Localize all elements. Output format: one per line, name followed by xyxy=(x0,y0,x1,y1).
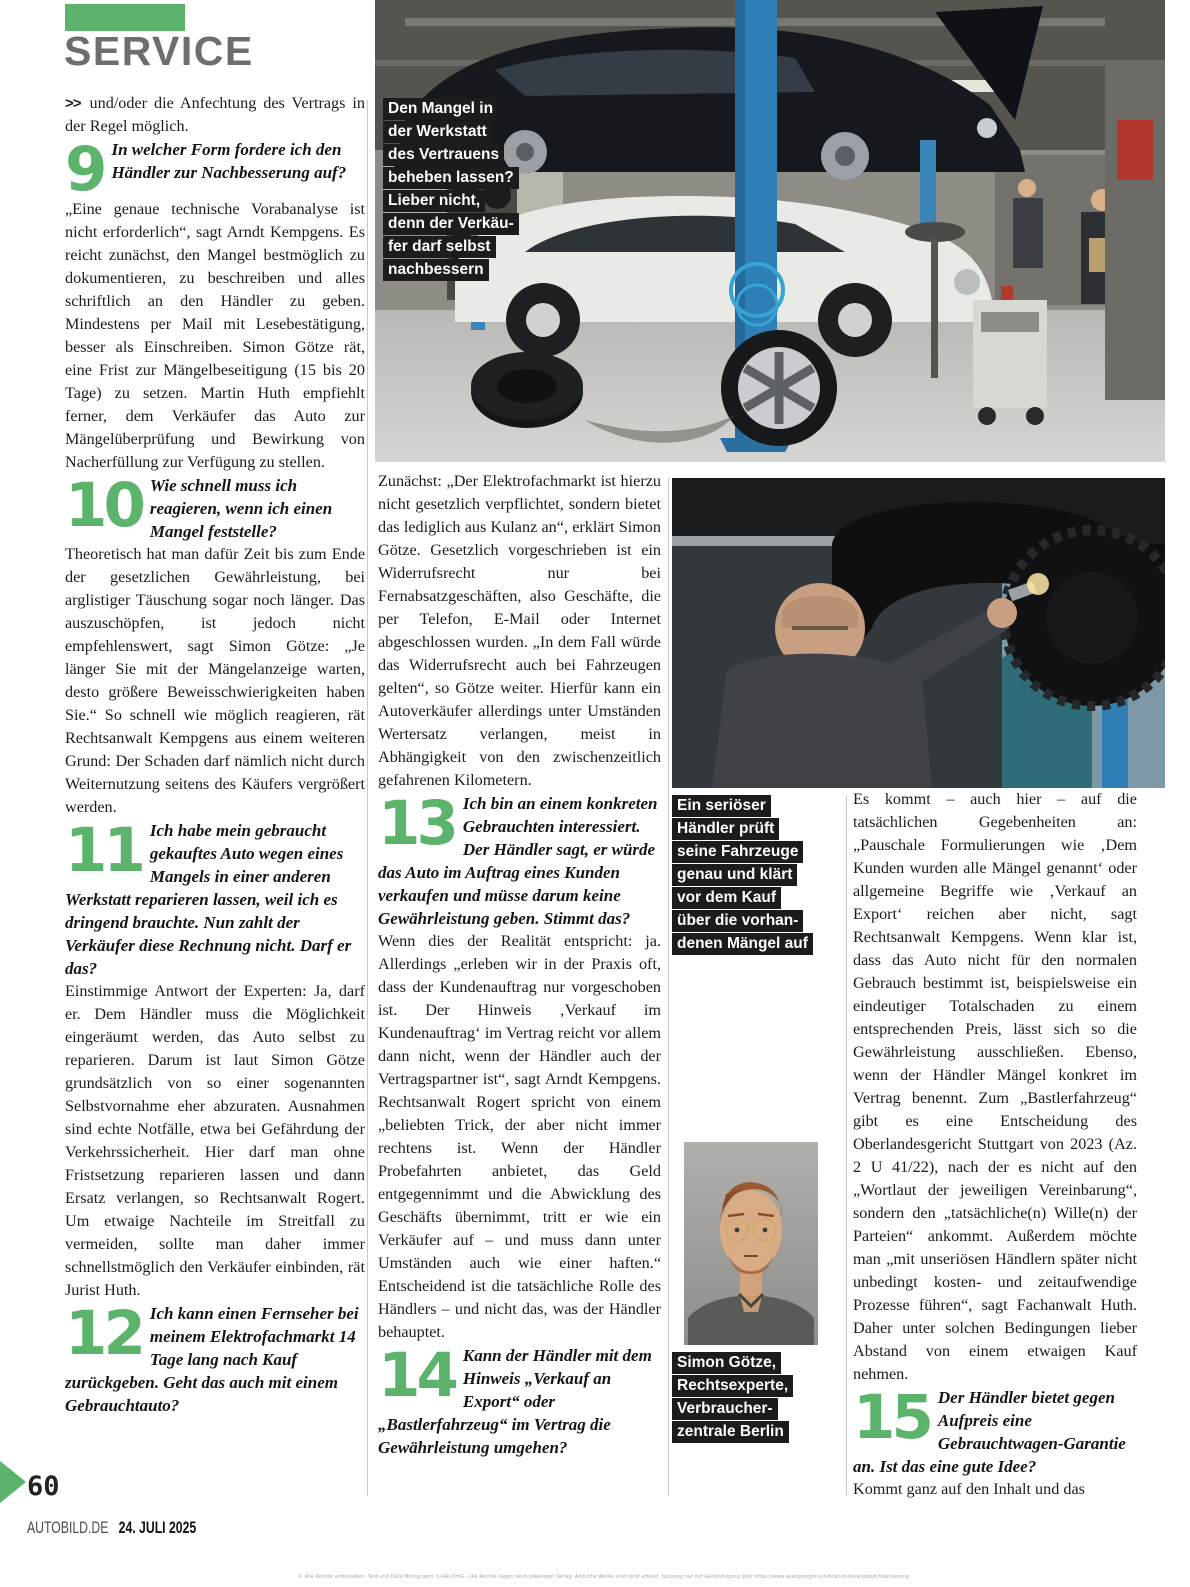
page-number: 60 xyxy=(27,1471,60,1502)
left-column xyxy=(65,92,365,1500)
question-number: 13 xyxy=(378,788,455,859)
question-number: 9 xyxy=(65,134,104,205)
caption-line: Verbraucher- xyxy=(672,1398,778,1420)
question-heading: Wie schnell muss ich reagieren, wenn ich einen Mangel feststelle? xyxy=(149,476,333,541)
tire-on-floor xyxy=(471,352,583,428)
caption-line: des Vertrauens xyxy=(383,144,504,166)
caption-line: beheben lassen? xyxy=(383,167,519,189)
question-heading: Kann der Händler mit dem Hinweis „Verkauf an Export“ oder „Bastlerfahrzeug“ im Vertrag die Gewährleistung umgehen? xyxy=(378,1346,652,1457)
page-marker-arrow-icon xyxy=(0,1461,26,1503)
inspection-photo-illustration xyxy=(672,478,1165,788)
continuation-arrows-icon: >> xyxy=(65,95,81,112)
continuation-paragraph xyxy=(65,92,365,138)
footer-brand: AUTOBILD.DE xyxy=(27,1518,109,1537)
question-14-answer: Es kommt – auch hier – auf die tatsächlichen Gegebenheiten an: „Pauschale Formulierungen wie ‚Dem Kunden wurden alle Mängel genannt‘ oder allgemeine Begriffe wie ‚Verkauf an Export‘ reichen aber nicht, sagt Rechtsanwalt Kempgens. Wenn klar ist, dass das Auto nicht für den normalen Gebrauch bestimmt ist, beispielsweise ein eindeutiger Totalschaden zu einem entsprechenden Preis, lässt sich so die Gewährleistung ausschließen. Ebenso, wenn der Händler Mängel konkret im Vertrag benennt. Zum „Bastlerfahrzeug“ gibt es eine Entscheidung des Oberlandesgericht Stuttgart von 2023 (Az. 2 U 41/22), nach der es nicht auf den „Wortlaut der jeweiligen Vereinbarung“, sondern den „tatsächliche(n) Wille(n) der Parteien“ ankommt. Außerdem möchte man „mit unseriösen Händlern später nicht unbedingt kosten- und zeitaufwendige Prozesse führen“, sagt Fachanwalt Huth. Daher unter solchen Bedingungen lieber Abstand von einem etwaigen Kauf nehmen. xyxy=(853,790,1137,1383)
question-answer: Theoretisch hat man dafür Zeit bis zum Ende der gesetzlichen Gewährleistung, bei arglistiger Täuschung sogar noch länger. Das auszuschöpfen, ist jedoch nicht empfehlenswert, sagt Simon Götze: „Je länger Sie mit der Mängelanzeige warten, desto größere Beweisschwierigkeiten haben Sie.“ So schnell wie möglich reagieren, rät Rechtsanwalt Kempgens aus einem weiteren Grund: Der Schaden darf nämlich nicht durch Weiternutzung seitens des Käufers vergrößert werden. xyxy=(65,545,365,816)
question-answer: Wenn dies der Realität entspricht: ja. Allerdings „erleben wir in der Praxis oft, dass der Kundenauftrag nur vorgeschoben ist. Der Hinweis ‚Verkauf im Kundenauftrag‘ im Vertrag reicht vor allem dann nicht, wenn der Händler auch der Vertragspartner ist“, sagt Arndt Kempgens. Rechtsanwalt Rogert spricht von einem „beliebten Trick, der aber nicht immer rechtens ist. Wenn der Händler Probefahrten anbietet, das Geld entgegennimmt und die Abwicklung des Geschäfts übernimmt, tritt er wie ein Verkäufer auf – und muss dann unter Umständen auch wie einer haften.“ Entscheidend ist die tatsächliche Rolle des Händlers – und nicht das, was der Händler behauptet. xyxy=(378,932,661,1341)
footer xyxy=(27,1518,196,1538)
caption-line: vor dem Kauf xyxy=(672,887,781,909)
question-number: 12 xyxy=(65,1298,142,1369)
question-heading: Der Händler bietet gegen Aufpreis eine Gebrauchtwagen-Garantie an. Ist das eine gute Idee? xyxy=(853,1388,1126,1476)
caption-line: Ein seriöser xyxy=(672,795,771,817)
caption-line: seine Fahrzeuge xyxy=(672,841,803,863)
portrait-caption xyxy=(672,1352,793,1444)
caption-line: Händler prüft xyxy=(672,818,779,840)
question-11 xyxy=(65,815,365,1302)
question-10 xyxy=(65,470,365,819)
caption-line: Den Mangel in xyxy=(383,98,498,120)
portrait-photo xyxy=(684,1142,818,1345)
question-14 xyxy=(378,1340,661,1459)
right-column xyxy=(853,788,1137,1502)
question-answer: „Eine genaue technische Vorabanalyse ist nicht erforderlich“, sagt Arndt Kempgens. Es reicht zunächst, den Mangel bestmöglich zu dokumentieren, zu beschreiben und alles schriftlich an den Händler zu geben. Mindestens per Mail mit Lesebestätigung, besser als Einschreiben. Simon Götze rät, eine Frist zur Mängelbeseitigung (15 bis 20 Tage) zu setzen. Martin Huth empfiehlt ferner, dem Verkäufer das Auto zur Mängelüberprüfung und Bewirkung von Nacherfüllung zur Verfügung zu stellen. xyxy=(65,200,365,471)
caption-line: zentrale Berlin xyxy=(672,1421,789,1443)
question-heading: Ich kann einen Fernseher bei meinem Elektrofachmarkt 14 Tage lang nach Kauf zurückgeben. Geht das auch mit einem Gebrauchtauto? xyxy=(65,1304,359,1415)
caption-line: genau und klärt xyxy=(672,864,797,886)
question-heading: In welcher Form fordere ich den Händler zur Nachbesserung auf? xyxy=(111,140,347,182)
column-divider xyxy=(668,478,669,1496)
caption-line: denen Mängel auf xyxy=(672,933,813,955)
question-number: 11 xyxy=(65,815,142,886)
caption-line: der Werkstatt xyxy=(383,121,492,143)
photo2-caption xyxy=(672,795,813,956)
column-divider xyxy=(367,100,368,1496)
question-heading: Ich bin an einem konkreten Gebrauchten interessiert. Der Händler sagt, er würde das Auto im Auftrag eines Kunden verkaufen und müsse darum keine Gewährleistung geben. Stimmt das? xyxy=(378,794,658,928)
question-answer: Einstimmige Antwort der Experten: Ja, darf er. Dem Händler muss die Möglichkeit eingeräumt werden, das Auto selbst zu reparieren. Darum ist laut Simon Götze grundsätzlich von so einer sogenannten Selbstvornahme eher abzuraten. Ausnahmen sind echte Notfälle, etwa bei Gefährdung der Verkehrssicherheit. Hier darf man ohne Fristsetzung reparieren lassen und dann Ersatz verlangen, so Rechtsanwalt Rogert. Um etwaige Nachteile im Streitfall zu vermeiden, sollte man daher immer schnellstmöglich den Verkäufer einbinden, rät Jurist Huth. xyxy=(65,982,365,1299)
question-number: 15 xyxy=(853,1382,930,1453)
question-number: 10 xyxy=(65,470,142,541)
right-cabinet xyxy=(1105,60,1165,400)
question-13 xyxy=(378,788,661,1344)
caption-line: nachbessern xyxy=(383,259,489,281)
middle-column xyxy=(378,470,661,1502)
question-12 xyxy=(65,1298,365,1417)
question-15 xyxy=(853,1382,1137,1501)
copyright-fine-print: © Alle Rechte vorbehalten. Text und Data Mining gem. § 44b UrhG – die Rechte liegen beim jeweiligen Verlag. Amtliche Werke sind nicht erfasst. Nutzung nur mit Genehmigung über https://www.axelspringer-syndication.de/angebot/lizenzierung xyxy=(298,1574,909,1580)
caption-line: denn der Verkäu- xyxy=(383,213,519,235)
footer-date: 24. JULI 2025 xyxy=(118,1518,197,1537)
caption-line: Rechtsexperte, xyxy=(672,1375,793,1397)
inspection-photo xyxy=(672,478,1165,788)
equipment-cart xyxy=(973,286,1047,425)
column-divider xyxy=(846,795,847,1495)
flashlight-glow xyxy=(1027,573,1049,595)
continuation-text: und/oder die Anfechtung des Vertrags in der Regel möglich. xyxy=(65,94,365,135)
question-12-answer: Zunächst: „Der Elektrofachmarkt ist hierzu nicht gesetzlich verpflichtet, sondern bietet das lediglich aus Kulanz an“, erklärt Simon Götze. Gesetzlich vorgeschrieben ist ein Widerrufsrecht nur bei Fernabsatzgeschäften, also Geschäfte, die per Telefon, E-Mail oder Internet abgeschlossen wurden. „In dem Fall würde das Widerrufsrecht auch bei Fahrzeugen gelten“, so Götze weiter. Hierfür kann ein Autoverkäufer allerdings unter Umständen Wertersatz verlangen, meist in Abhängigkeit von den zwischenzeitlich gefahrenen Kilometern. xyxy=(378,472,661,789)
question-9 xyxy=(65,134,365,474)
section-title: SERVICE xyxy=(64,28,254,74)
portrait-illustration xyxy=(684,1142,818,1345)
workshop-photo xyxy=(375,0,1165,462)
caption-line: Simon Götze, xyxy=(672,1352,781,1374)
caption-line: über die vorhan- xyxy=(672,910,803,932)
face xyxy=(720,1190,782,1270)
caption-line: fer darf selbst xyxy=(383,236,496,258)
question-answer: Kommt ganz auf den Inhalt und das xyxy=(853,1480,1085,1498)
photo1-caption xyxy=(383,98,519,282)
caption-line: Lieber nicht, xyxy=(383,190,485,212)
alloy-wheel xyxy=(721,330,837,446)
question-heading: Ich habe mein gebraucht gekauftes Auto wegen eines Mangels in einer anderen Werkstatt reparieren lassen, weil ich es dringend brauchte. Nun zahlt der Verkäufer diese Rechnung nicht. Darf er das? xyxy=(65,821,352,978)
question-number: 14 xyxy=(378,1340,455,1411)
section-color-tab xyxy=(65,4,185,31)
